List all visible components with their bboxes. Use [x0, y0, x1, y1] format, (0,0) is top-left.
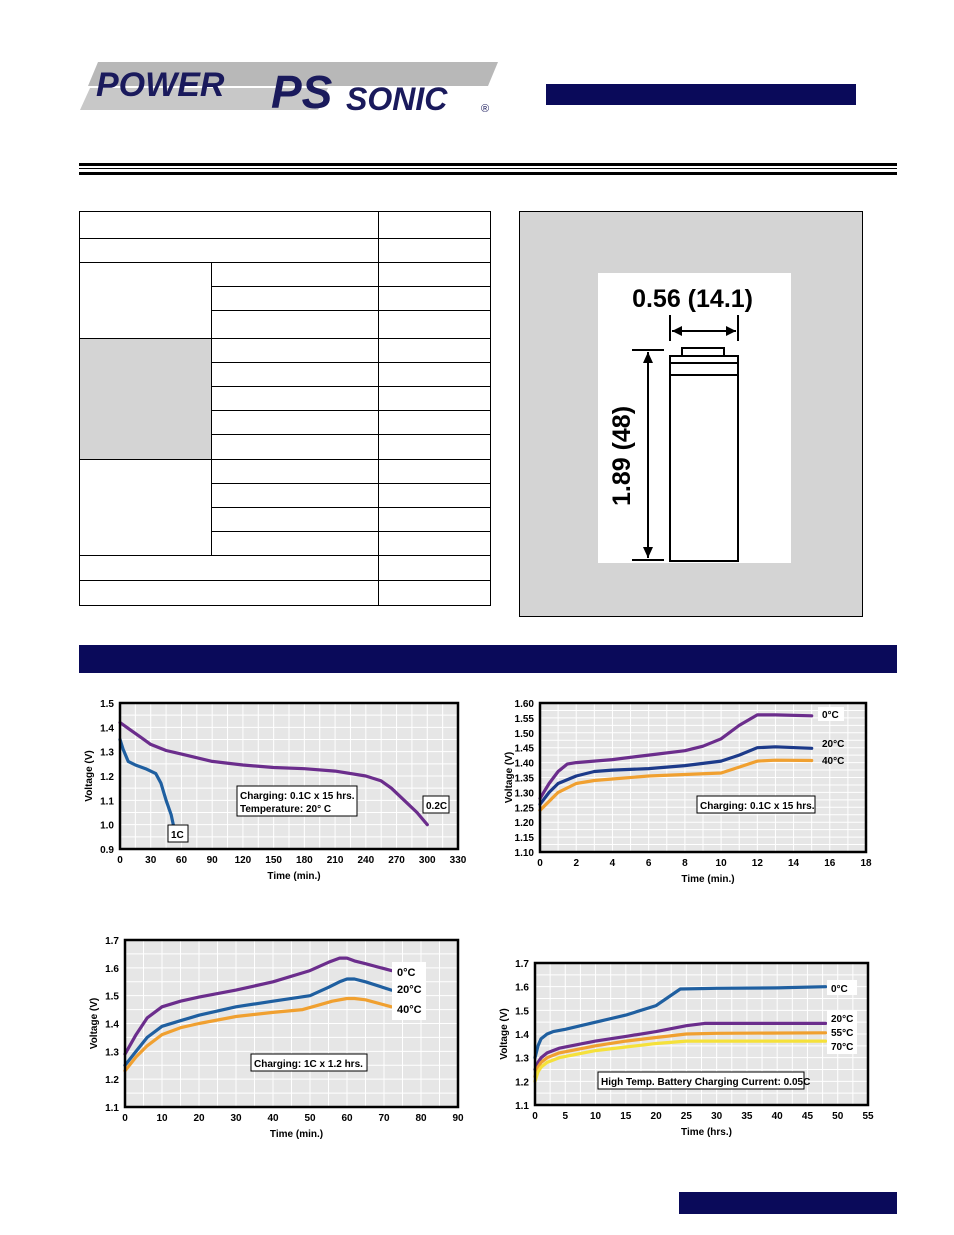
y-tick-label: 1.7 — [105, 936, 119, 947]
x-tick-label: 12 — [751, 858, 763, 869]
x-tick-label: 0 — [117, 855, 123, 866]
x-tick-label: 30 — [145, 855, 157, 866]
y-tick-label: 1.3 — [105, 1047, 119, 1059]
registered-mark: ® — [481, 103, 490, 115]
x-tick-label: 90 — [452, 1113, 464, 1124]
y-tick-label: 1.6 — [105, 963, 119, 975]
x-tick-label: 14 — [787, 858, 800, 869]
x-tick-label: 40 — [267, 1113, 279, 1124]
x-axis-label: Time (min.) — [267, 871, 321, 882]
annotation-box-text: Charging: 0.1C x 15 hrs. — [700, 801, 815, 812]
x-tick-label: 70 — [378, 1113, 390, 1124]
x-tick-label: 5 — [562, 1111, 569, 1122]
y-tick-label: 1.2 — [100, 772, 114, 783]
annotation-box-text: Temperature: 20° C — [240, 804, 332, 815]
y-tick-label: 1.50 — [514, 728, 534, 740]
x-tick-label: 8 — [682, 858, 688, 869]
x-tick-label: 180 — [296, 855, 313, 866]
annotation-box-text: Charging: 1C x 1.2 hrs. — [254, 1059, 363, 1070]
x-tick-label: 45 — [801, 1111, 814, 1122]
annotation-box-text: Charging: 0.1C x 15 hrs. — [240, 791, 355, 802]
y-axis-label: Voltage (V) — [499, 1008, 510, 1060]
x-tick-label: 10 — [715, 858, 727, 869]
x-tick-label: 30 — [711, 1111, 723, 1122]
y-tick-label: 1.45 — [514, 743, 534, 755]
y-tick-label: 0.9 — [100, 845, 114, 856]
y-tick-label: 1.5 — [100, 699, 114, 710]
x-tick-label: 60 — [341, 1113, 353, 1124]
y-tick-label: 1.6 — [515, 982, 529, 994]
width-dimension-label: 0.56 (14.1) — [632, 285, 753, 313]
y-tick-label: 1.5 — [105, 991, 119, 1003]
legend-label: 0°C — [397, 967, 416, 979]
x-tick-label: 90 — [206, 855, 218, 866]
y-tick-label: 1.1 — [515, 1101, 529, 1112]
legend-label: 0°C — [831, 984, 848, 995]
y-tick-label: 1.0 — [100, 820, 114, 832]
y-tick-label: 1.55 — [514, 713, 534, 725]
label-0-2c-text: 0.2C — [426, 801, 448, 812]
y-tick-label: 1.2 — [105, 1075, 119, 1087]
x-tick-label: 330 — [449, 855, 467, 866]
legend-label: 70°C — [831, 1042, 854, 1053]
y-axis-label: Voltage (V) — [89, 997, 100, 1050]
y-tick-label: 1.30 — [514, 788, 534, 800]
height-dimension-label: 1.89 (48) — [608, 405, 636, 507]
x-tick-label: 50 — [832, 1111, 844, 1122]
x-tick-label: 35 — [741, 1111, 753, 1122]
x-tick-label: 0 — [532, 1111, 538, 1122]
label-1c-text: 1C — [171, 830, 184, 841]
x-tick-label: 4 — [609, 858, 616, 869]
x-tick-label: 270 — [388, 855, 405, 866]
y-tick-label: 1.60 — [514, 699, 534, 710]
y-tick-label: 1.35 — [514, 773, 534, 785]
x-tick-label: 10 — [589, 1111, 602, 1122]
x-tick-label: 0 — [122, 1113, 128, 1124]
x-tick-label: 10 — [156, 1113, 168, 1124]
legend-label: 20°C — [822, 739, 845, 750]
y-tick-label: 1.20 — [514, 818, 534, 830]
x-tick-label: 55 — [862, 1111, 874, 1122]
y-tick-label: 1.4 — [100, 723, 114, 735]
legend-label: 0°C — [822, 710, 839, 721]
x-axis-label: Time (hrs.) — [681, 1127, 732, 1138]
legend-label: 20°C — [397, 984, 422, 996]
x-tick-label: 20 — [193, 1113, 205, 1124]
annotation-box-text: High Temp. Battery Charging Current: 0.05C — [601, 1077, 811, 1088]
y-tick-label: 1.3 — [100, 747, 114, 759]
legend-label: 20°C — [831, 1014, 854, 1025]
y-tick-label: 1.1 — [105, 1103, 119, 1114]
x-tick-label: 6 — [645, 858, 652, 869]
x-tick-label: 2 — [573, 858, 580, 869]
x-tick-label: 25 — [680, 1111, 692, 1122]
x-axis-label: Time (min.) — [269, 1129, 324, 1140]
logo-word-sonic: SONIC — [346, 81, 448, 117]
x-tick-label: 300 — [418, 855, 436, 866]
x-tick-label: 20 — [650, 1111, 662, 1122]
footer-bar — [679, 1192, 897, 1214]
y-tick-label: 1.4 — [515, 1030, 529, 1041]
x-tick-label: 120 — [234, 855, 252, 866]
legend-label: 40°C — [397, 1004, 422, 1016]
y-tick-label: 1.15 — [514, 833, 534, 845]
x-tick-label: 40 — [771, 1111, 783, 1122]
y-axis-label: Voltage (V) — [84, 750, 95, 802]
x-tick-label: 240 — [357, 855, 375, 866]
x-tick-label: 16 — [824, 858, 836, 869]
y-tick-label: 1.4 — [105, 1019, 119, 1031]
logo-mark: PS — [271, 66, 333, 118]
x-tick-label: 60 — [175, 855, 188, 866]
x-tick-label: 50 — [304, 1113, 316, 1124]
x-tick-label: 0 — [537, 858, 543, 869]
y-tick-label: 1.40 — [514, 758, 534, 770]
y-tick-label: 1.2 — [515, 1077, 529, 1089]
x-tick-label: 15 — [620, 1111, 632, 1122]
y-tick-label: 1.5 — [515, 1006, 529, 1018]
x-tick-label: 210 — [326, 855, 344, 866]
legend-label: 40°C — [822, 756, 845, 767]
y-tick-label: 1.3 — [515, 1053, 529, 1065]
legend-label: 55°C — [831, 1028, 854, 1039]
y-axis-label: Voltage (V) — [504, 751, 515, 804]
y-tick-label: 1.7 — [515, 959, 529, 970]
y-tick-label: 1.10 — [514, 848, 534, 859]
y-tick-label: 1.25 — [514, 803, 534, 815]
x-tick-label: 150 — [265, 855, 282, 866]
x-tick-label: 18 — [860, 858, 872, 869]
logo-word-power: POWER — [96, 66, 225, 104]
x-tick-label: 80 — [415, 1113, 427, 1124]
y-tick-label: 1.1 — [100, 796, 114, 808]
x-axis-label: Time (min.) — [681, 874, 735, 885]
x-tick-label: 30 — [230, 1113, 242, 1124]
